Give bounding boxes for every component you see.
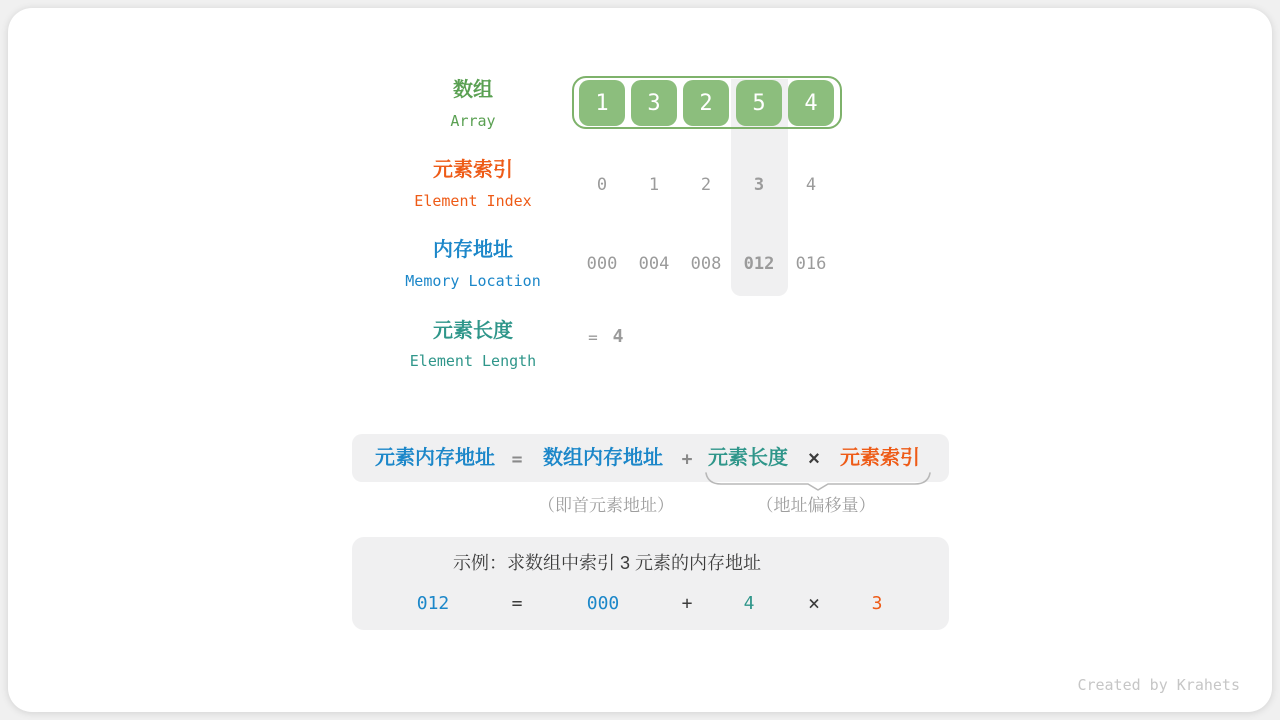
address-value: 004 (638, 254, 670, 274)
array-label-en: Array (450, 112, 496, 130)
index-value: 0 (596, 175, 608, 195)
array-cell: 2 (683, 80, 729, 126)
length-label-en: Element Length (409, 352, 537, 370)
example-token-index: 3 (871, 593, 883, 614)
example-token-length: 4 (743, 593, 755, 614)
index-label-zh: 元素索引 (433, 159, 513, 181)
index-value-highlighted: 3 (753, 175, 765, 195)
array-cell: 5 (736, 80, 782, 126)
index-value: 1 (648, 175, 660, 195)
array-cell: 3 (631, 80, 677, 126)
example-token-result: 012 (416, 593, 450, 614)
address-label-zh: 内存地址 (433, 239, 513, 261)
length-label-zh: 元素长度 (433, 320, 513, 342)
length-equals-sign: = (588, 328, 598, 347)
formula-token-base-address: 数组内存地址 (543, 447, 663, 469)
example-title: 示例：求数组中索引 3 元素的内存地址 (452, 553, 762, 573)
example-token-plus: + (681, 593, 693, 614)
length-value: 4 (612, 326, 624, 347)
array-cell: 1 (579, 80, 625, 126)
address-value: 000 (586, 254, 618, 274)
address-value: 016 (795, 254, 827, 274)
formula-token-index: 元素索引 (840, 447, 920, 469)
formula-token-plus: + (681, 449, 693, 470)
formula-token-times: × (808, 448, 820, 470)
example-token-times: × (807, 591, 821, 615)
watermark: Created by Krahets (1077, 676, 1240, 694)
index-value: 4 (805, 175, 817, 195)
note-base-address: （即首元素地址） (538, 496, 674, 515)
note-offset: （地址偏移量） (756, 496, 876, 515)
index-value: 2 (700, 175, 712, 195)
address-value: 008 (690, 254, 722, 274)
example-box (352, 537, 949, 630)
formula-token-result: 元素内存地址 (375, 447, 495, 469)
formula-token-length: 元素长度 (708, 447, 788, 469)
array-cell: 4 (788, 80, 834, 126)
array-label-zh: 数组 (453, 79, 493, 101)
underbrace-icon (705, 472, 931, 492)
example-token-equals: = (511, 593, 523, 614)
example-token-base-address: 000 (586, 593, 620, 614)
index-label-en: Element Index (414, 192, 532, 210)
address-label-en: Memory Location (405, 272, 541, 290)
address-value-highlighted: 012 (743, 254, 775, 274)
formula-token-equals: = (511, 449, 523, 470)
